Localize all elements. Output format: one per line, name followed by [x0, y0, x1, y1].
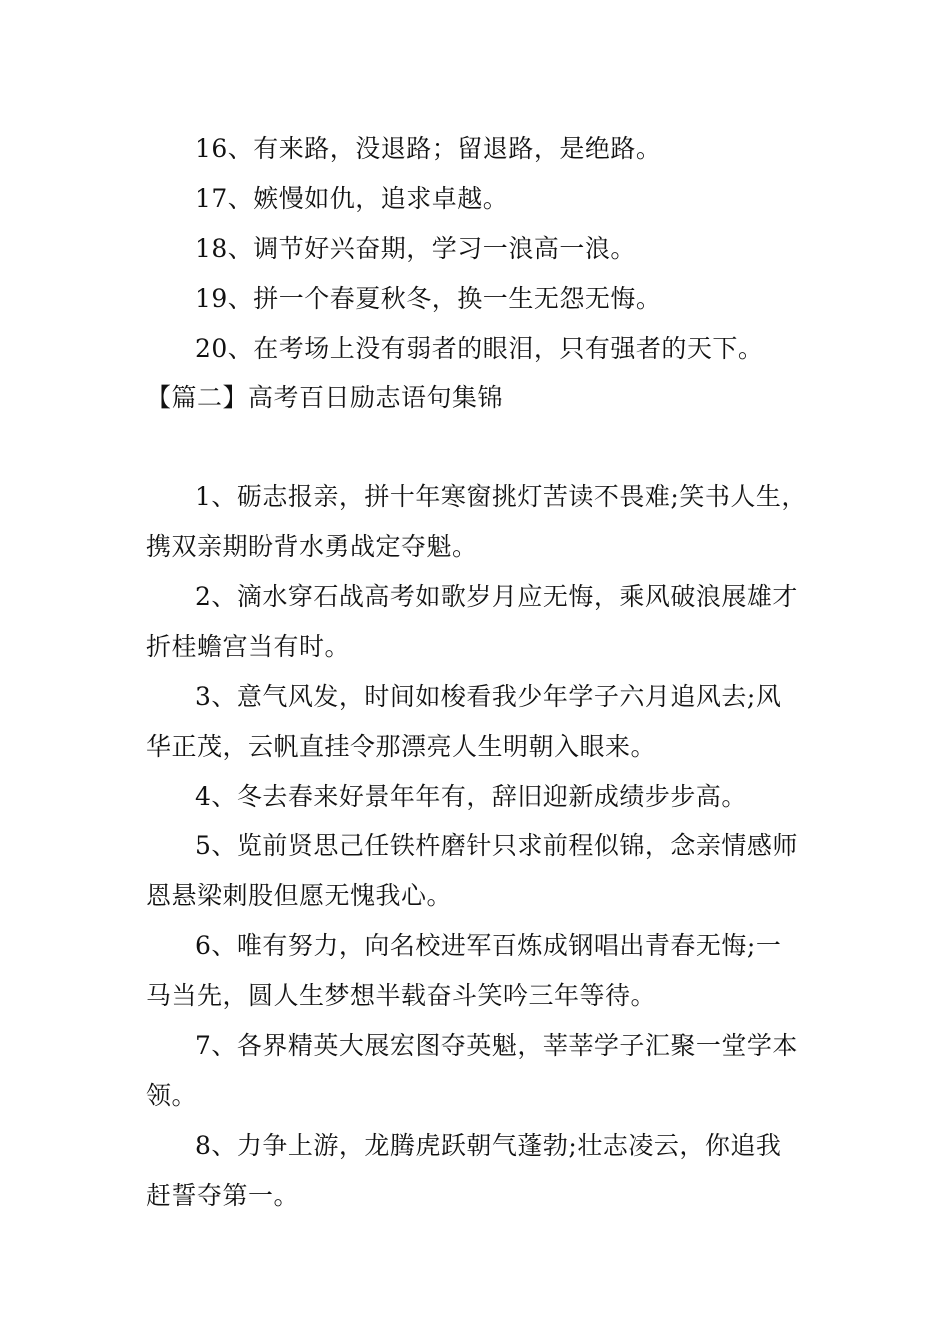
quote-6-line-1: 6、唯有努力，向名校进军百炼成钢唱出青春无悔;一: [195, 931, 782, 960]
quote-1-line-1: 1、砺志报亲，拼十年寒窗挑灯苦读不畏难;笑书人生，: [195, 482, 807, 511]
quote-20: 20、在考场上没有弱者的眼泪，只有强者的天下。: [195, 334, 764, 363]
quote-3-line-1: 3、意气风发，时间如梭看我少年学子六月追风去;风: [195, 682, 782, 711]
quote-2-line-2: 折桂蟾宫当有时。: [146, 632, 351, 661]
quote-19: 19、拼一个春夏秋冬，换一生无怨无悔。: [195, 284, 662, 313]
quote-18: 18、调节好兴奋期，学习一浪高一浪。: [195, 234, 636, 263]
quote-4-line-1: 4、冬去春来好景年年有，辞旧迎新成绩步步高。: [195, 782, 747, 811]
quote-16: 16、有来路，没退路；留退路，是绝路。: [195, 134, 662, 163]
quote-7-line-2: 领。: [146, 1081, 198, 1110]
section-heading: 【篇二】高考百日励志语句集锦: [146, 383, 504, 412]
quote-6-line-2: 马当先，圆人生梦想半载奋斗笑吟三年等待。: [146, 981, 657, 1010]
quote-2-line-1: 2、滴水穿石战高考如歌岁月应无悔，乘风破浪展雄才: [195, 582, 798, 611]
quote-5-line-1: 5、览前贤思己任铁杵磨针只求前程似锦，念亲情感师: [195, 831, 798, 860]
quote-8-line-1: 8、力争上游，龙腾虎跃朝气蓬勃;壮志凌云，你追我: [195, 1131, 782, 1160]
quote-1-line-2: 携双亲期盼背水勇战定夺魁。: [146, 532, 478, 561]
quote-7-line-1: 7、各界精英大展宏图夺英魁，莘莘学子汇聚一堂学本: [195, 1031, 798, 1060]
quote-3-line-2: 华正茂，云帆直挂令那漂亮人生明朝入眼来。: [146, 732, 657, 761]
quote-5-line-2: 恩悬梁刺股但愿无愧我心。: [146, 881, 453, 910]
quote-8-line-2: 赶誓夺第一。: [146, 1181, 300, 1210]
quote-17: 17、嫉慢如仇，追求卓越。: [195, 184, 509, 213]
